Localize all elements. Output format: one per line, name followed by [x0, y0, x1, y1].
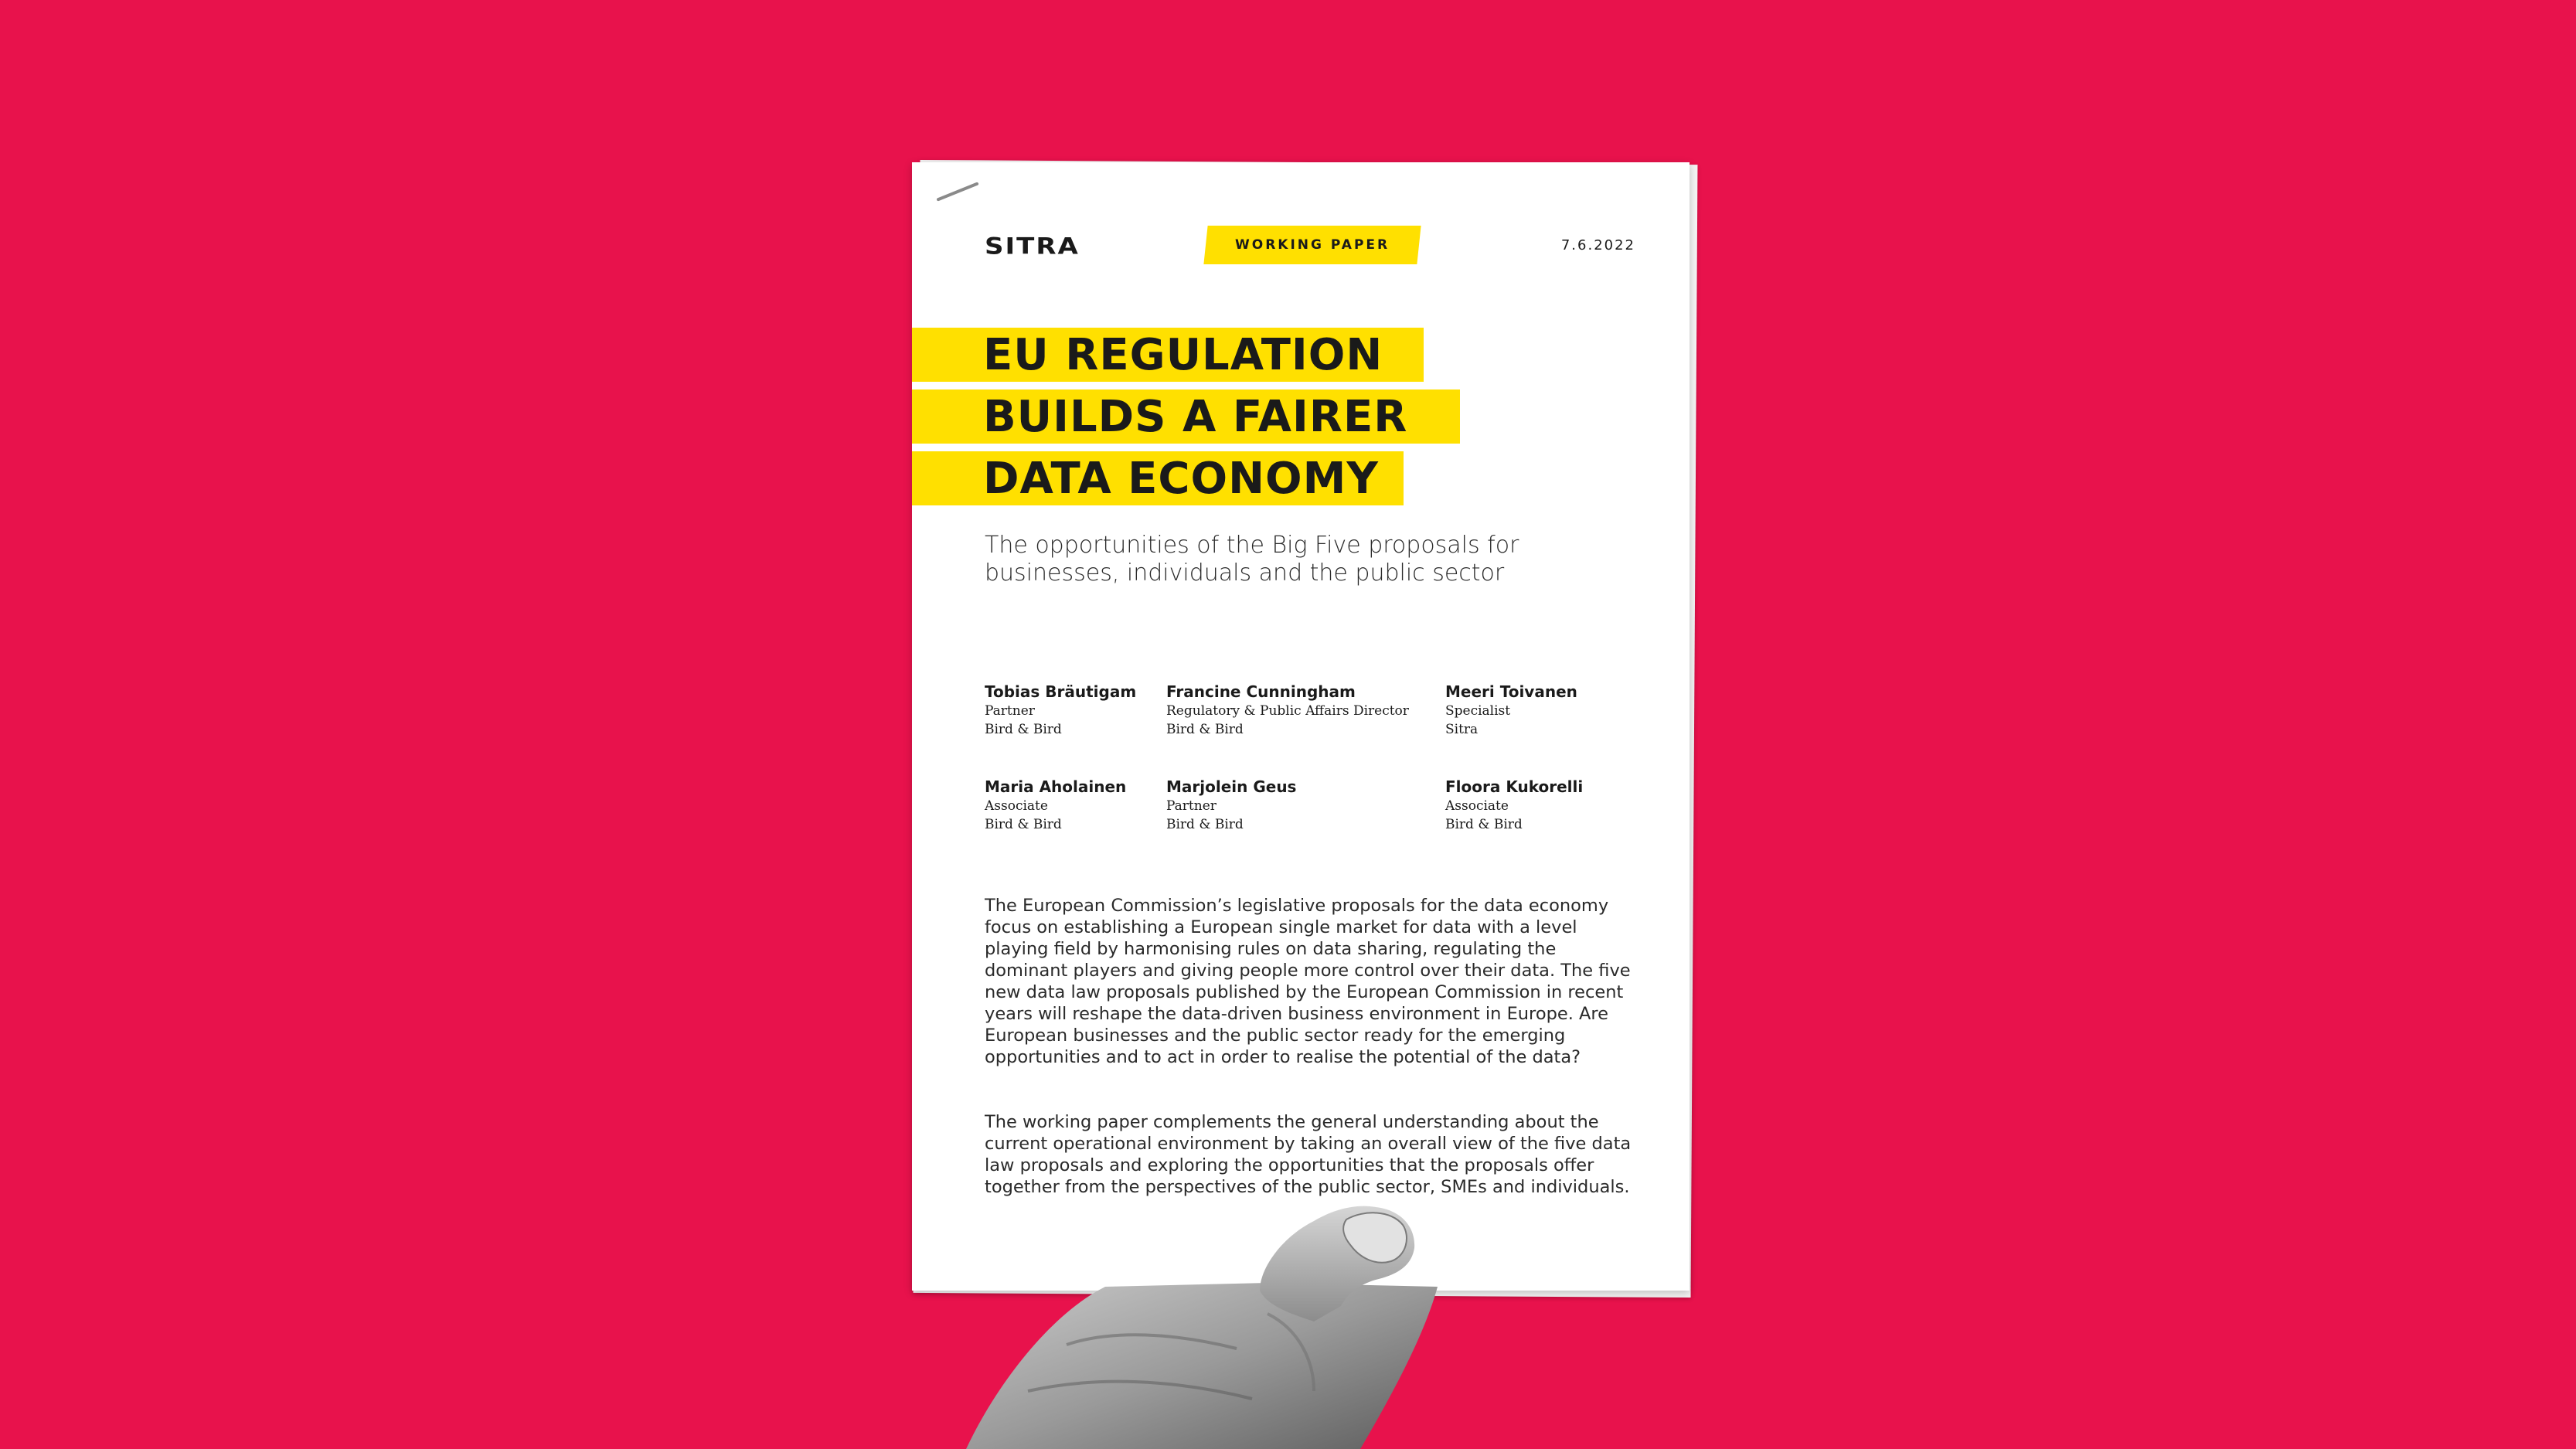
body-paragraph-2: The working paper complements the general understanding about the current operational environment by taking an overall view of the five data law proposals and exploring the opportunities that the proposals offer together from the perspectives of the public sector, SMEs and individuals.	[985, 1112, 1632, 1197]
author-role: Associate	[985, 798, 1048, 814]
author-block	[1166, 682, 1409, 739]
author-block	[1445, 682, 1577, 739]
author-org: Bird & Bird	[985, 817, 1062, 832]
author-role: Associate	[1445, 798, 1509, 814]
title-text-1: EU REGULATION	[983, 329, 1383, 380]
badge-label: WORKING PAPER	[1234, 237, 1390, 253]
title-text-3: DATA ECONOMY	[983, 453, 1379, 504]
author-name: Francine Cunningham	[1166, 682, 1356, 701]
author-name: Floora Kukorelli	[1445, 777, 1584, 796]
author-org: Sitra	[1445, 722, 1479, 737]
title-line-3	[912, 451, 1404, 505]
sitra-logo: SITRA	[985, 233, 1080, 260]
author-role: Partner	[985, 703, 1035, 719]
staple-icon	[936, 182, 978, 201]
title-line-1	[912, 328, 1424, 382]
author-name: Meeri Toivanen	[1445, 682, 1577, 701]
body-paragraph-1: The European Commission’s legislative proposals for the data economy focus on establishing a European single market for data with a level playing field by harmonising rules on data sharing, regulating the dominant players and giving people more control over their data. The five new data law proposals published by the European Commission in recent years will reshape the data-driven business environment in Europe. Are European businesses and the public sector ready for the emerging opportunities and to act in order to realise the potential of the data?	[985, 896, 1631, 1067]
author-org: Bird & Bird	[1166, 722, 1244, 737]
publication-date: 7.6.2022	[1560, 237, 1635, 253]
author-block	[985, 777, 1126, 834]
author-role: Regulatory & Public Affairs Director	[1166, 703, 1409, 719]
author-name: Maria Aholainen	[985, 777, 1127, 796]
author-org: Bird & Bird	[1166, 817, 1244, 832]
working-paper-document	[912, 162, 1690, 1291]
author-name: Tobias Bräutigam	[985, 682, 1137, 701]
author-org: Bird & Bird	[1445, 817, 1523, 832]
title-line-2	[912, 389, 1460, 444]
author-role: Specialist	[1445, 703, 1511, 719]
subtitle: The opportunities of the Big Five proposals for businesses, individuals and the public sector	[985, 532, 1519, 587]
author-block	[985, 682, 1136, 739]
author-role: Partner	[1166, 798, 1217, 814]
author-block	[1445, 777, 1583, 834]
working-paper-badge	[1203, 226, 1421, 264]
author-block	[1166, 777, 1296, 834]
author-org: Bird & Bird	[985, 722, 1062, 737]
title-text-2: BUILDS A FAIRER	[983, 391, 1408, 442]
author-name: Marjolein Geus	[1166, 777, 1297, 796]
